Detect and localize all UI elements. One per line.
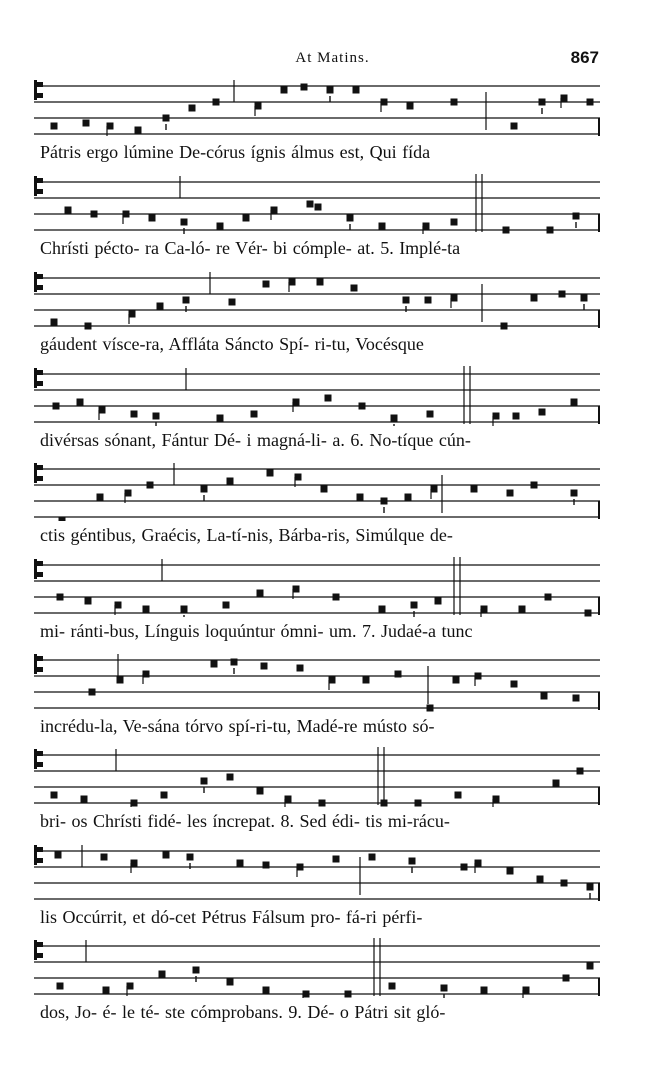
neume-note [359, 403, 366, 410]
c-clef-icon [34, 272, 43, 292]
lyric-line: divérsas sónant, Fántur Dé- i magná-li- a. 6. No-tíque cún- [40, 430, 471, 450]
neume-note [333, 856, 340, 863]
neume-note [411, 602, 418, 609]
neume-note [541, 693, 548, 700]
neume-note [571, 490, 578, 497]
neume-note [143, 606, 150, 613]
lyric-line: mi- ránti-bus, Línguis loquúntur ómni- um. 7. Judaé-a tunc [40, 621, 473, 641]
neume-note [251, 411, 258, 418]
neume-note [237, 860, 244, 867]
neume-note [511, 681, 518, 688]
c-clef-icon [34, 559, 43, 579]
neume-note [263, 281, 270, 288]
neume-note [187, 854, 194, 861]
neume-note [211, 661, 218, 668]
neume-note [391, 415, 398, 422]
neume-note [407, 103, 414, 110]
neume-note [263, 862, 270, 869]
neume-note [261, 663, 268, 670]
neume-note [147, 482, 154, 489]
neume-note [507, 868, 514, 875]
chant-staff [34, 366, 600, 426]
c-clef-icon [34, 845, 43, 865]
chant-staff [34, 174, 600, 234]
neume-note [415, 800, 422, 807]
chant-staff [34, 938, 600, 998]
lyric-line: incrédu-la, Ve-sána tórvo spí-ri-tu, Madé-re músto só- [40, 716, 435, 736]
neume-note [347, 215, 354, 222]
neume-note [149, 215, 156, 222]
neume-note [301, 84, 308, 91]
neume-note [537, 876, 544, 883]
neume-note [381, 498, 388, 505]
neume-note [81, 796, 88, 803]
chant-staff [34, 843, 600, 903]
neume-note [379, 606, 386, 613]
neume-note [231, 659, 238, 666]
neume-note [501, 323, 508, 330]
neume-note [539, 99, 546, 106]
c-clef-icon [34, 80, 43, 100]
neume-note [547, 227, 554, 234]
page-title: At Matins. [295, 50, 370, 66]
neume-note [587, 963, 594, 970]
neume-note [357, 494, 364, 501]
chant-staff [34, 270, 600, 330]
neume-note [319, 800, 326, 807]
neume-note [379, 223, 386, 230]
neume-note [101, 854, 108, 861]
neume-note [453, 677, 460, 684]
neume-note [159, 971, 166, 978]
c-clef-icon [34, 940, 43, 960]
neume-note [153, 413, 160, 420]
neume-note [51, 792, 58, 799]
c-clef-icon [34, 368, 43, 388]
neume-note [327, 87, 334, 94]
neume-note [369, 854, 376, 861]
neume-note [325, 395, 332, 402]
neume-note [227, 979, 234, 986]
neume-note [85, 598, 92, 605]
neume-note [321, 486, 328, 493]
neume-note [193, 967, 200, 974]
chant-staff [34, 747, 600, 807]
neume-note [507, 490, 514, 497]
neume-note [511, 123, 518, 130]
neume-note [97, 494, 104, 501]
neume-note [77, 399, 84, 406]
neume-note [531, 482, 538, 489]
neume-note [53, 403, 60, 410]
neume-note [281, 87, 288, 94]
neume-note [89, 689, 96, 696]
neume-note [581, 295, 588, 302]
neume-note [553, 780, 560, 787]
c-clef-icon [34, 749, 43, 769]
neume-note [451, 99, 458, 106]
chant-staff [34, 557, 600, 617]
neume-note [217, 415, 224, 422]
neume-note [353, 87, 360, 94]
lyric-line: bri- os Chrísti fidé- les íncrepat. 8. Sed édi- tis mi-rácu- [40, 811, 450, 831]
neume-note [409, 858, 416, 865]
neume-note [425, 297, 432, 304]
neume-note [217, 223, 224, 230]
neume-note [83, 120, 90, 127]
neume-note [519, 606, 526, 613]
neume-note [455, 792, 462, 799]
neume-note [587, 99, 594, 106]
neume-note [59, 518, 66, 522]
neume-note [427, 411, 434, 418]
chant-staff [34, 78, 600, 138]
neume-note [539, 409, 546, 416]
neume-note [263, 987, 270, 994]
neume-note [471, 486, 478, 493]
lyric-line: Pátris ergo lúmine De-córus ígnis álmus est, Qui fída [40, 142, 431, 162]
neume-note [381, 800, 388, 807]
neume-note [307, 201, 314, 208]
neume-note [317, 279, 324, 286]
neume-note [389, 983, 396, 990]
neume-note [351, 285, 358, 292]
neume-note [229, 299, 236, 306]
neume-note [297, 665, 304, 672]
chant-staff [34, 461, 600, 521]
neume-note [461, 864, 468, 871]
neume-note [161, 792, 168, 799]
neume-note [163, 115, 170, 122]
neume-note [157, 303, 164, 310]
page-number: 867 [570, 48, 599, 67]
neume-note [85, 323, 92, 330]
neume-note [405, 494, 412, 501]
lyric-line: dos, Jo- é- le té- ste cómprobans. 9. Dé- o Pátri sit gló- [40, 1002, 446, 1022]
neume-note [181, 606, 188, 613]
neume-note [135, 127, 142, 134]
neume-note [51, 319, 58, 326]
neume-note [435, 598, 442, 605]
neume-note [585, 610, 592, 617]
neume-note [395, 671, 402, 678]
lyric-line: lis Occúrrit, et dó-cet Pétrus Fálsum pro- fá-ri pérfi- [40, 907, 423, 927]
neume-note [333, 594, 340, 601]
neume-note [531, 295, 538, 302]
neume-note [55, 852, 62, 859]
chant-staff [34, 652, 600, 712]
lyric-line: gáudent vísce-ra, Affláta Sáncto Spí- ri-tu, Vocésque [40, 334, 424, 354]
neume-note [201, 486, 208, 493]
neume-note [243, 215, 250, 222]
neume-note [223, 602, 230, 609]
neume-note [345, 991, 352, 998]
lyric-line: ctis géntibus, Graécis, La-tí-nis, Bárba-ris, Simúlque de- [40, 525, 453, 545]
neume-note [503, 227, 510, 234]
neume-note [451, 219, 458, 226]
neume-note [57, 983, 64, 990]
neume-note [441, 985, 448, 992]
neume-note [573, 695, 580, 702]
neume-note [559, 291, 566, 298]
neume-note [51, 123, 58, 130]
neume-note [545, 594, 552, 601]
neume-note [481, 987, 488, 994]
c-clef-icon [34, 654, 43, 674]
neume-note [257, 788, 264, 795]
neume-note [213, 99, 220, 106]
neume-note [267, 470, 274, 477]
neume-note [315, 204, 322, 211]
neume-note [181, 219, 188, 226]
neume-note [577, 768, 584, 775]
neume-note [573, 213, 580, 220]
neume-note [117, 677, 124, 684]
neume-note [131, 411, 138, 418]
neume-note [201, 778, 208, 785]
lyric-line: Chrísti pécto- ra Ca-ló- re Vér- bi cómple- at. 5. Implé-ta [40, 238, 461, 258]
neume-note [427, 705, 434, 712]
neume-note [65, 207, 72, 214]
neume-note [227, 478, 234, 485]
neume-note [163, 852, 170, 859]
neume-note [183, 297, 190, 304]
neume-note [571, 399, 578, 406]
neume-note [257, 590, 264, 597]
neume-note [403, 297, 410, 304]
neume-note [587, 884, 594, 891]
neume-note [103, 987, 110, 994]
neume-note [189, 105, 196, 112]
neume-note [57, 594, 64, 601]
c-clef-icon [34, 176, 43, 196]
c-clef-icon [34, 463, 43, 483]
neume-note [513, 413, 520, 420]
neume-note [563, 975, 570, 982]
neume-note [227, 774, 234, 781]
neume-note [363, 677, 370, 684]
neume-note [561, 880, 568, 887]
neume-note [91, 211, 98, 218]
